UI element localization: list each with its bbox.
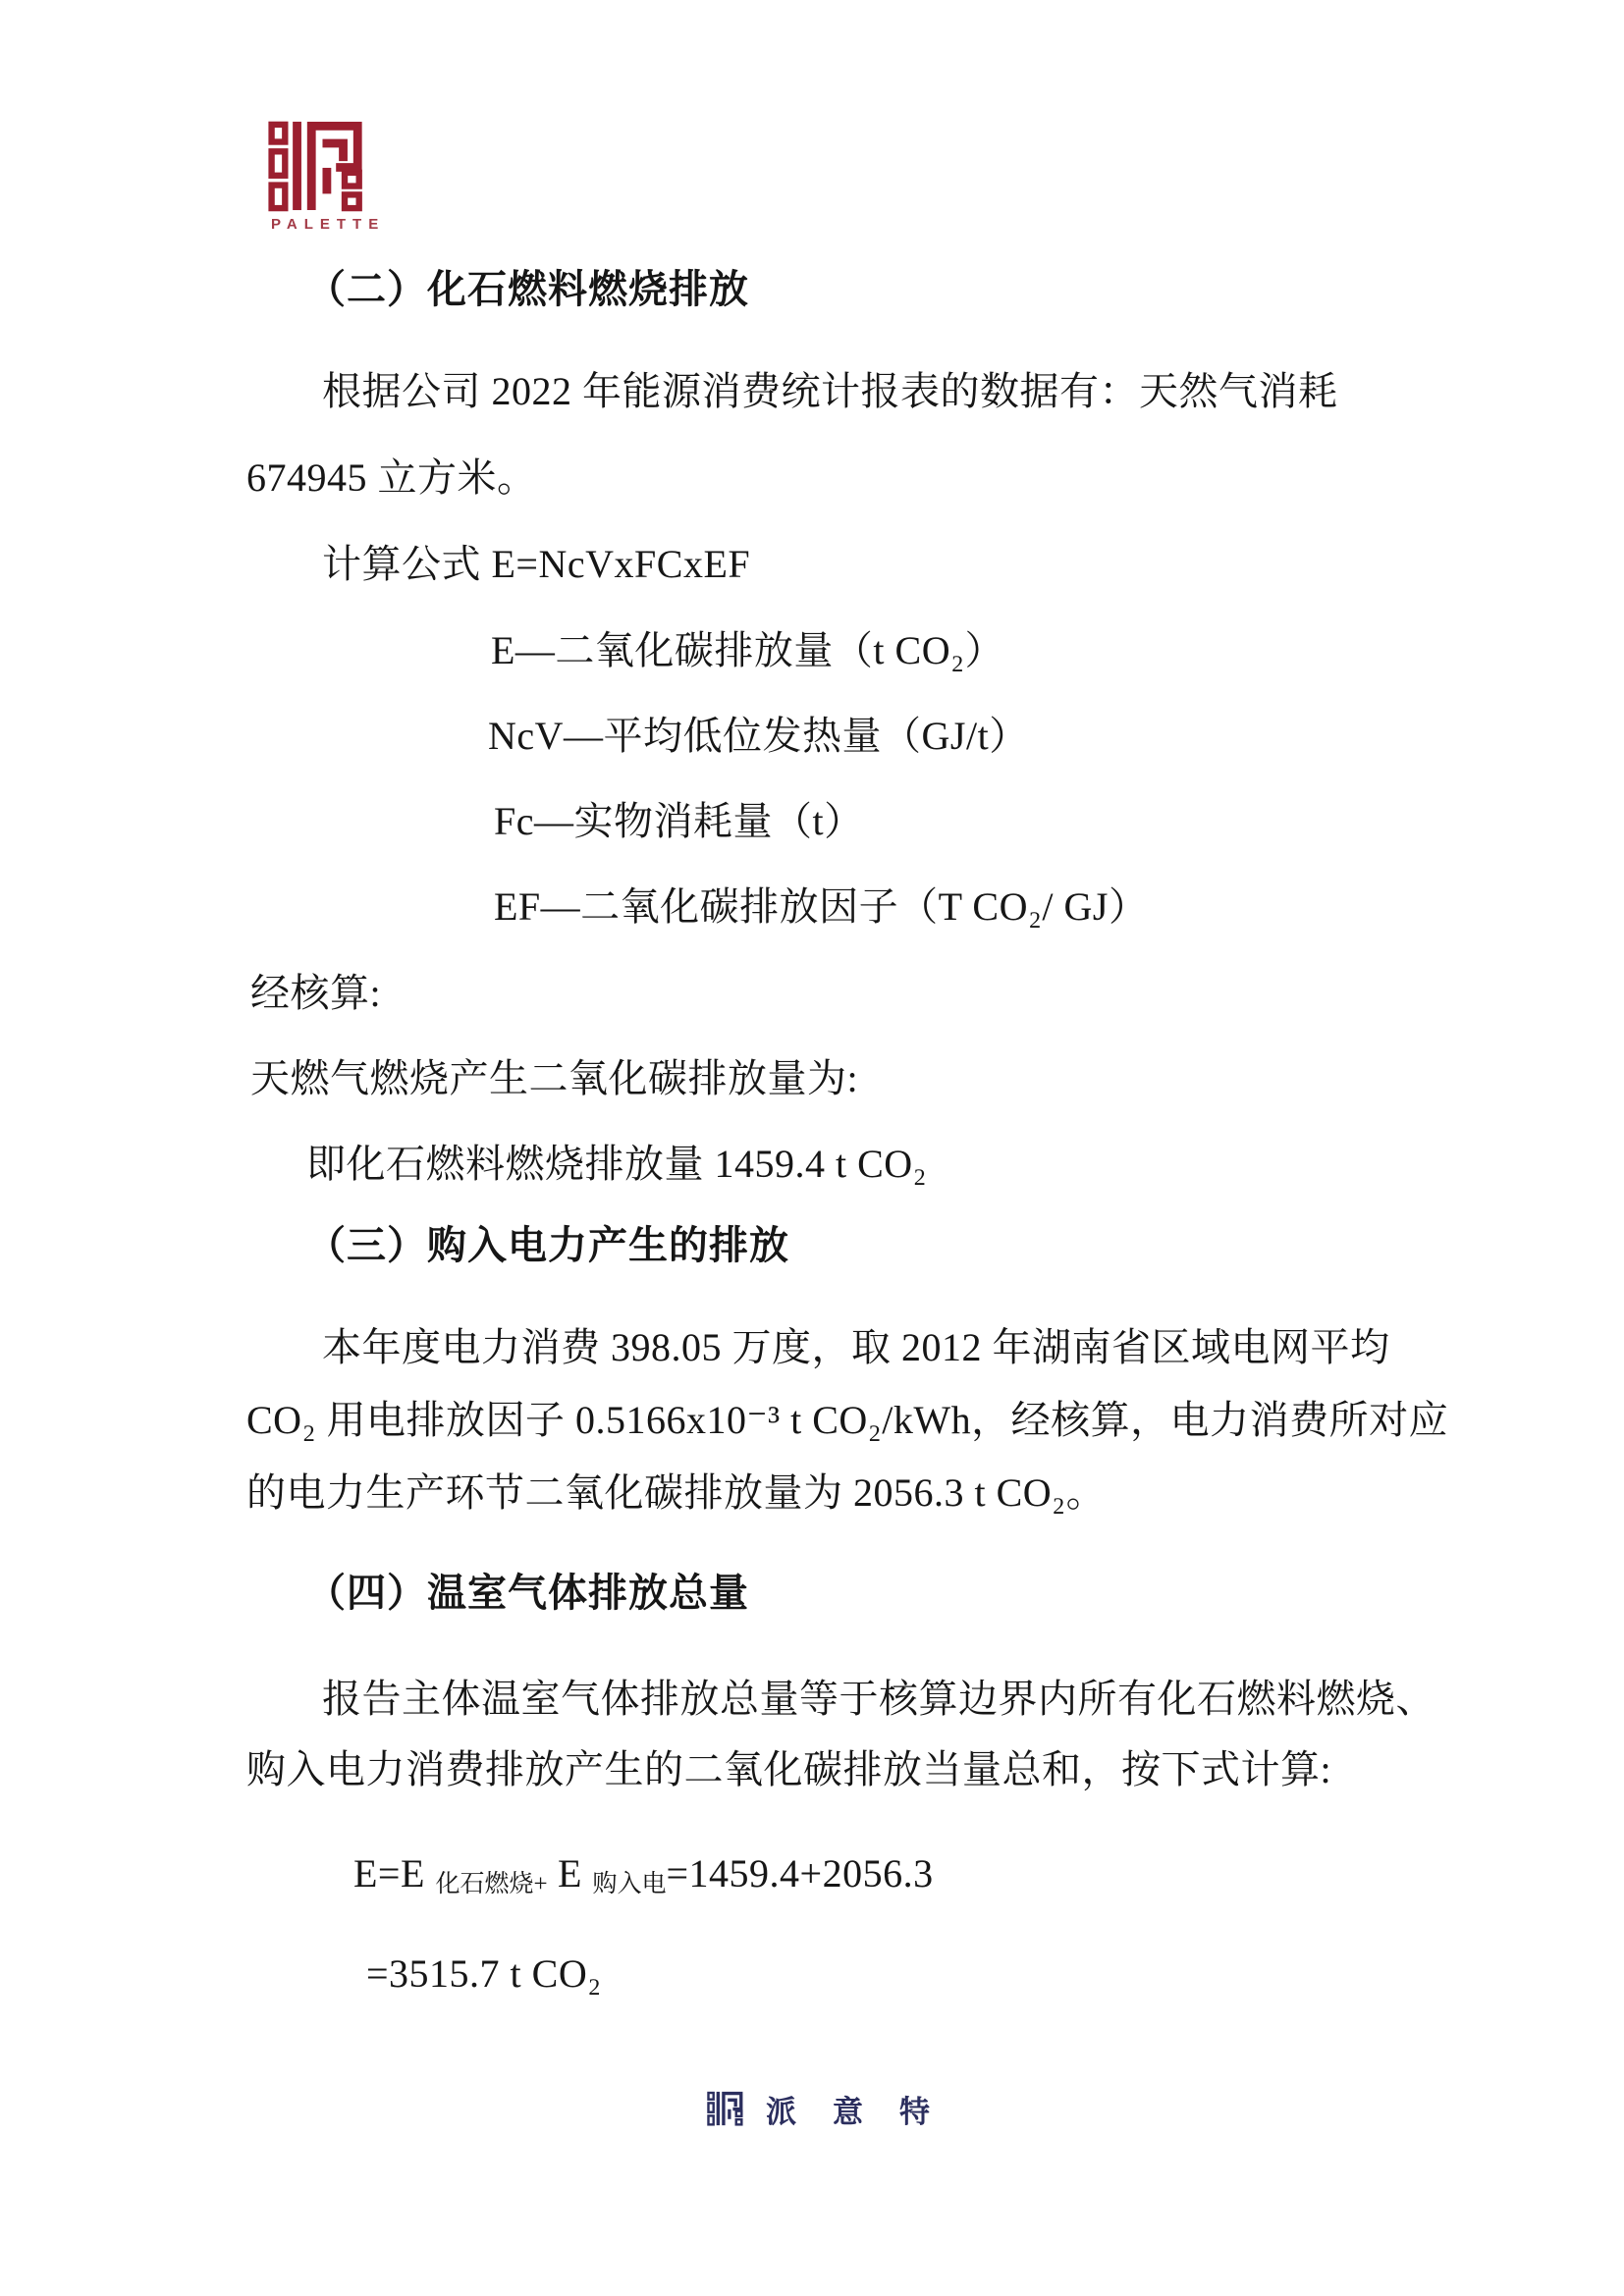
palette-logo-icon <box>267 120 377 212</box>
paragraph-line: 674945 立方米。 <box>246 455 537 500</box>
palette-wordmark: PALETTE <box>271 216 386 233</box>
definition-line-ncv: NcV—平均低位发热量（GJ/t） <box>488 714 1029 758</box>
definition-line-e: E—二氧化碳排放量（t CO₂） <box>491 628 1005 672</box>
formula-subscript-power: 购入电 <box>592 1871 667 1897</box>
paragraph-line: 经核算: <box>250 971 382 1015</box>
footer-logo <box>707 2085 966 2132</box>
paiyite-logo-icon <box>707 2085 748 2132</box>
company-logo <box>267 120 386 233</box>
total-emission-result: =3515.7 t CO₂ <box>366 1951 602 1996</box>
definition-line-fc: Fc—实物消耗量（t） <box>494 799 864 843</box>
formula-intro-line: 计算公式 E=NcVxFCxEF <box>322 542 751 586</box>
section-heading-purchased-power: （三）购入电力产生的排放 <box>306 1224 789 1267</box>
formula-subscript-fossil: 化石燃烧+ <box>435 1871 548 1897</box>
definition-line-ef: EF—二氧化碳排放因子（T CO₂/ GJ） <box>494 884 1149 929</box>
formula-part: E=E <box>353 1851 436 1896</box>
section-heading-fossil-fuel: （二）化石燃料燃烧排放 <box>306 268 749 311</box>
formula-part: =1459.4+2056.3 <box>666 1851 934 1896</box>
paiyite-wordmark: 派意特 <box>766 2094 966 2129</box>
paragraph-line: 天燃气燃烧产生二氧化碳排放量为: <box>250 1056 859 1100</box>
paragraph-line: 报告主体温室气体排放总量等于核算边界内所有化石燃料燃烧、 <box>322 1677 1435 1721</box>
paragraph-line: 购入电力消费排放产生的二氧化碳排放当量总和，按下式计算: <box>246 1747 1332 1791</box>
formula-part: E <box>547 1851 593 1896</box>
paragraph-line: 根据公司 2022 年能源消费统计报表的数据有：天然气消耗 <box>322 369 1338 413</box>
paragraph-line: CO₂ 用电排放因子 0.5166x10⁻³ t CO₂/kWh，经核算，电力消费所对应 <box>246 1398 1449 1442</box>
paragraph-line: 本年度电力消费 398.05 万度，取 2012 年湖南省区域电网平均 <box>322 1325 1390 1369</box>
result-line-fossil: 即化石燃料燃烧排放量 1459.4 t CO₂ <box>306 1142 928 1186</box>
total-emission-formula <box>353 1851 934 1896</box>
section-heading-total-ghg: （四）温室气体排放总量 <box>306 1572 749 1615</box>
paragraph-line: 的电力生产环节二氧化碳排放量为 2056.3 t CO₂。 <box>246 1470 1107 1515</box>
